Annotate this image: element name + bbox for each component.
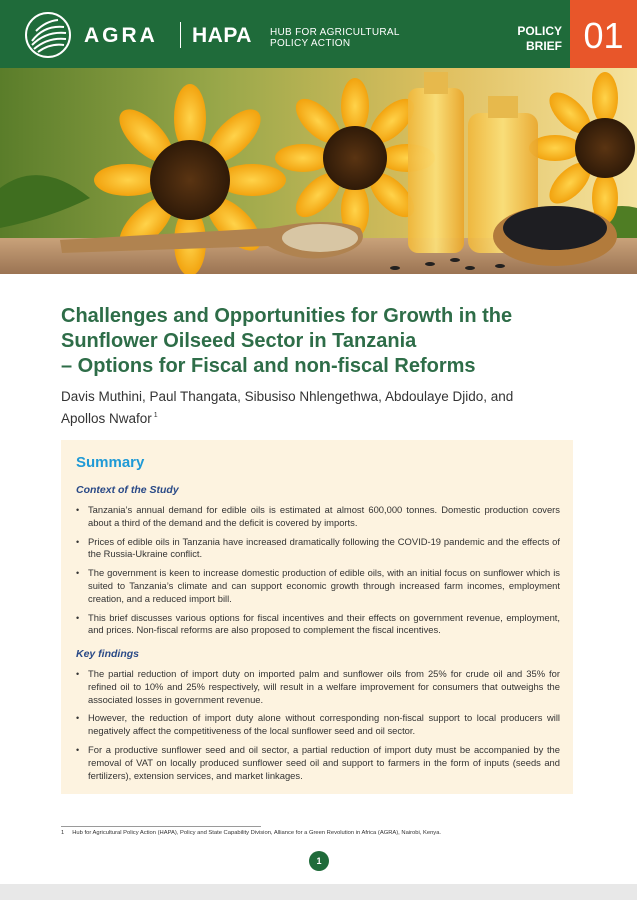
- list-item: [76, 567, 560, 605]
- title-line2: Sunflower Oilseed Sector in Tanzania: [61, 330, 417, 352]
- bullet-icon: •: [76, 744, 80, 755]
- list-item: [76, 712, 560, 738]
- authors-line2: Apollos Nwafor: [61, 411, 152, 426]
- hapa-subtitle-line2: POLICY ACTION: [270, 38, 351, 49]
- footnote-divider: [61, 826, 261, 827]
- list-item-text: However, the reduction of import duty alone without corresponding non-fiscal support to local producers will negatively affect the competitiveness of the local sunflower seed and oil sector.: [88, 712, 560, 737]
- header-divider: [180, 22, 181, 48]
- document-title: [61, 304, 601, 379]
- findings-list: [76, 668, 560, 788]
- list-item-text: For a productive sunflower seed and oil sector, a partial reduction of import duty must be accompanied by the removal of VAT on locally produced sunflower seed oil and support to farmers in the form of inputs (seeds and fertilizers), extension services, and market linkages.: [88, 743, 560, 781]
- bullet-icon: •: [76, 713, 80, 724]
- agra-wordmark: AGRA: [84, 24, 158, 47]
- hapa-wordmark: HAPA: [192, 24, 252, 47]
- title-line3: – Options for Fiscal and non-fiscal Reforms: [61, 355, 476, 377]
- header-bar: [0, 0, 637, 68]
- hapa-subtitle: [270, 27, 420, 49]
- list-item: [76, 504, 560, 530]
- hapa-subtitle-line1: HUB FOR AGRICULTURAL: [270, 27, 400, 38]
- author-footnote-ref[interactable]: 1: [153, 412, 158, 419]
- list-item: [76, 536, 560, 562]
- bullet-icon: •: [76, 669, 80, 679]
- sunflowers-oil-bottles-seeds-illustration: [0, 68, 637, 274]
- bottom-strip: [0, 884, 637, 900]
- bullet-icon: •: [76, 612, 80, 623]
- findings-heading: Key findings: [76, 648, 140, 660]
- authors: [61, 387, 581, 428]
- authors-line2-wrap: [61, 406, 581, 428]
- summary-heading: Summary: [76, 454, 145, 471]
- list-item-text: Prices of edible oils in Tanzania have increased dramatically following the COVID-19 pandemic and the effects of the Russia-Ukraine conflict.: [88, 535, 560, 560]
- context-list: [76, 504, 560, 643]
- policy-brief-label: [500, 24, 562, 54]
- bullet-icon: •: [76, 536, 80, 547]
- footnote-number: 1: [61, 830, 65, 836]
- list-item-text: Tanzania’s annual demand for edible oils is estimated at almost 600,000 tonnes. Domestic production covers about a third of the demand and the deficit is covered by imports.: [88, 504, 560, 528]
- policy-label-line1: POLICY: [517, 24, 562, 38]
- list-item: [76, 668, 560, 706]
- list-item-text: This brief discusses various options for fiscal incentives and their effects on government revenue, employment, and prices. Non-fiscal reforms are also proposed to complement the fiscal incentives.: [88, 611, 560, 636]
- brief-number-badge: 01: [570, 0, 637, 68]
- bullet-icon: •: [76, 568, 80, 579]
- page-number: 1: [309, 851, 329, 871]
- title-line1: Challenges and Opportunities for Growth in the: [61, 305, 513, 327]
- policy-label-line2: BRIEF: [526, 39, 562, 53]
- list-item: [76, 744, 560, 782]
- bullet-icon: •: [76, 505, 80, 515]
- context-heading: Context of the Study: [76, 484, 179, 496]
- agra-logo-icon: [24, 11, 72, 59]
- hero-image: [0, 68, 637, 274]
- footnote: [61, 830, 581, 836]
- footnote-text: Hub for Agricultural Policy Action (HAPA), Policy and State Capability Division, Alliance for a Green Revolution in Africa (AGRA), Nairobi, Kenya.: [72, 830, 442, 836]
- summary-box: [61, 440, 573, 794]
- authors-line1: Davis Muthini, Paul Thangata, Sibusiso Nhlengethwa, Abdoulaye Djido, and: [61, 389, 514, 404]
- list-item: [76, 612, 560, 638]
- list-item-text: The partial reduction of import duty on imported palm and sunflower oils from 25% for crude oil and 35% for refined oil to 10% and 25% respectively, will result in a welfare improvement for consumers that outweighs the associated losses in government revenue.: [88, 668, 560, 705]
- list-item-text: The government is keen to increase domestic production of edible oils, with an initial focus on sunflower which is suited to Tanzania’s climate and can support economic growth through increased farm incomes, employment creation, and a reduced import bill.: [88, 567, 560, 604]
